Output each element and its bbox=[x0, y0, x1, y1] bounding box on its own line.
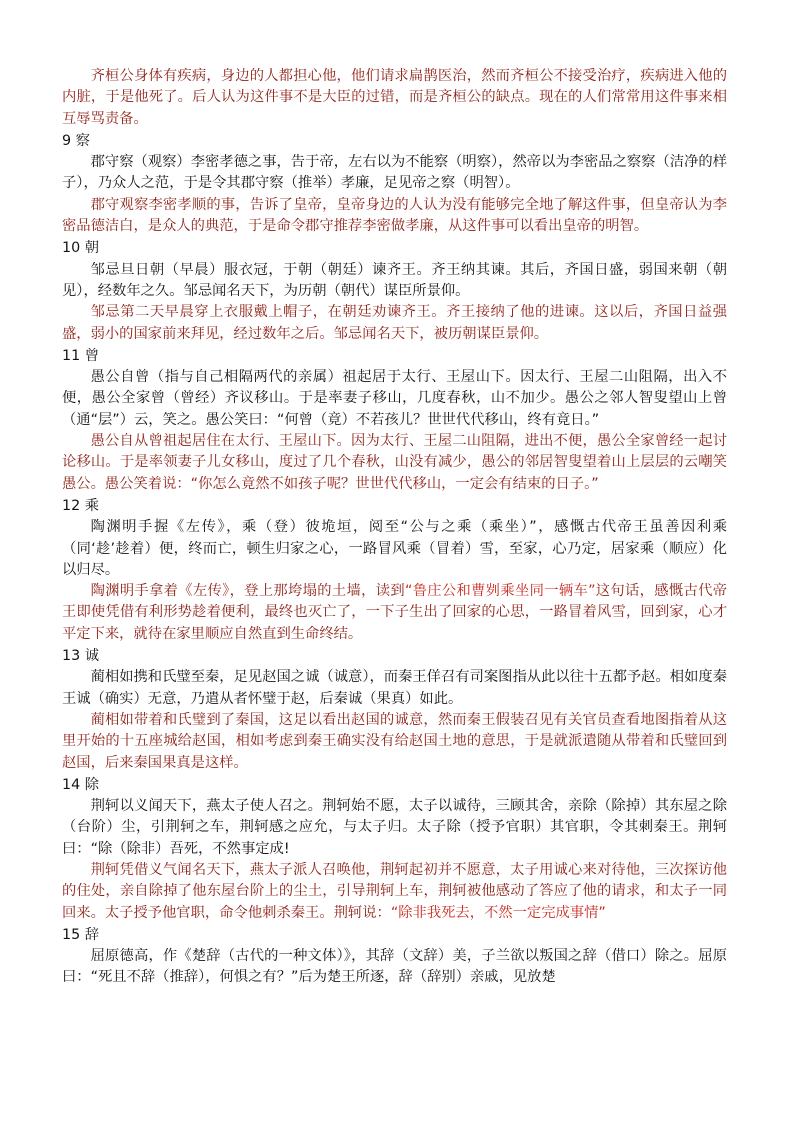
entry-heading: 13 诚 bbox=[62, 648, 100, 665]
translation-paragraph: 愚公自从曾祖起居住在太行、王屋山下。因为太行、王屋二山阻隔，进出不便，愚公全家曾经一起讨论移山。于是率领妻子儿女移山，度过了几个春秋，山没有减少，愚公的邻居智叟望着山上层层的云嘲笑愚公。愚公笑着说：“你怎么竟然不如孩子呢？世世代代移山，一定会有结束的日子。” bbox=[62, 433, 727, 492]
translation-paragraph: 齐桓公身体有疾病，身边的人都担心他，他们请求扁鹊医治，然而齐桓公不接受治疗，疾病进入他的内脏，于是他死了。后人认为这件事不是大臣的过错，而是齐桓公的缺点。现在的人们常常用这件事来相互辱骂责备。 bbox=[62, 68, 727, 127]
document-page bbox=[62, 66, 727, 989]
entry-heading: 14 除 bbox=[62, 776, 100, 793]
translation-paragraph: 蔺相如带着和氏璧到了秦国，这足以看出赵国的诚意，然而秦王假装召见有关官员查看地图指着从这里开始的十五座城给赵国，相如考虑到秦王确实没有给赵国土地的意思，于是就派遣随从带着和氏璧回到赵国，后来秦国果真是这样。 bbox=[62, 711, 727, 771]
entry-heading: 9 察 bbox=[62, 132, 90, 149]
entry-heading: 12 乘 bbox=[62, 497, 100, 514]
translation-paragraph bbox=[62, 581, 727, 645]
entry-heading: 15 辞 bbox=[62, 926, 100, 943]
translation-text: 这句话，感慨古代帝王即使凭借有利形势趁着便利，最终也灭亡了，一下子生出了回家的心思，一路冒着风雪，回到家，心才平定下来，就待在家里顺应自然直到生命终结。 bbox=[62, 583, 728, 642]
translation-paragraph: 邹忌第二天早晨穿上衣服戴上帽子，在朝廷劝谏齐王。齐王接纳了他的进谏。这以后，齐国日益强盛，弱小的国家前来拜见，经过数年之后。邹忌闻名天下，被历朝谋臣景仰。 bbox=[62, 304, 727, 342]
translation-paragraph bbox=[62, 860, 727, 924]
original-paragraph: 蔺相如携和氏璧至秦，足见赵国之诚（诚意），而秦王佯召有司案图指从此以往十五都予赵。相如度秦王诚（确实）无意，乃遣从者怀璧于赵，后秦诚（果真）如此。 bbox=[62, 669, 727, 707]
translation-text: 陶渊明手拿着《左传》，登上那垮塌的土墙，读到 bbox=[90, 583, 405, 600]
highlighted-quote: “鲁庄公和曹刿乘坐同一辆车” bbox=[404, 583, 596, 600]
entry-heading: 11 曾 bbox=[62, 347, 100, 364]
translation-text: 荆轲凭借义气闻名天下，燕太子派人召唤他，荆轲起初并不愿意，太子用诚心来对待他，三次探访他的住处，亲自除掉了他东屋台阶上的尘土，引导荆轲上车，荆轲被他感动了答应了他的请求，和太子一同回来。太子授予他官职，命令他刺杀秦王。荆轲说： bbox=[62, 861, 727, 921]
original-paragraph: 郡守察（观察）李密孝德之事，告于帝，左右以为不能察（明察），然帝以为李密品之察察（洁净的样子），乃众人之范，于是令其郡守察（推举）孝廉，足见帝之察（明智）。 bbox=[62, 154, 727, 192]
original-paragraph: 愚公自曾（指与自己相隔两代的亲属）祖起居于太行、王屋山下。因太行、王屋二山阻隔，出入不便，愚公全家曾（曾经）齐议移山。于是率妻子移山，几度春秋，山不加少。愚公之邻人智叟望山上曾（通“层”）云，笑之。愚公笑曰：“何曾（竟）不若孩儿？世世代代移山，终有竟日。” bbox=[62, 369, 727, 428]
entry-heading: 10 朝 bbox=[62, 240, 100, 257]
original-paragraph: 陶渊明手握《左传》，乘（登）彼垝垣，阅至“公与之乘（乘坐）”，感慨古代帝王虽善因利乘（同‘趁’趁着）便，终而亡，顿生归家之心，一路冒风乘（冒着）雪，至家，心乃定，居家乘（顺应）化以归尽。 bbox=[62, 519, 727, 578]
original-paragraph: 荆轲以义闻天下，燕太子使人召之。荆轲始不愿，太子以诚待，三顾其舍，亲除（除掉）其东屋之除（台阶）尘，引荆轲之车，荆轲感之应允，与太子归。太子除（授予官职）其官职，令其刺秦王。荆轲曰：“除（除非）吾死，不然事定成! bbox=[62, 798, 727, 857]
translation-paragraph: 郡守观察李密孝顺的事，告诉了皇帝，皇帝身边的人认为没有能够完全地了解这件事，但皇帝认为李密品德洁白，是众人的典范，于是命令郡守推荐李密做孝廉，从这件事可以看出皇帝的明智。 bbox=[62, 196, 727, 235]
original-paragraph: 邹忌旦日朝（早晨）服衣冠，于朝（朝廷）谏齐王。齐王纳其谏。其后，齐国日盛，弱国来朝（朝见），经数年之久。邹忌闻名天下，为历朝（朝代）谋臣所景仰。 bbox=[62, 261, 727, 299]
highlighted-quote: “除非我死去，不然一定完成事情” bbox=[390, 904, 606, 921]
original-paragraph: 屈原德高，作《楚辞（古代的一种文体）》，其辞（文辞）美，子兰欲以叛国之辞（借口）除之。屈原曰：“死且不辞（推辞），何惧之有？”后为楚王所逐，辞（辞别）亲戚，见放楚 bbox=[62, 948, 727, 986]
